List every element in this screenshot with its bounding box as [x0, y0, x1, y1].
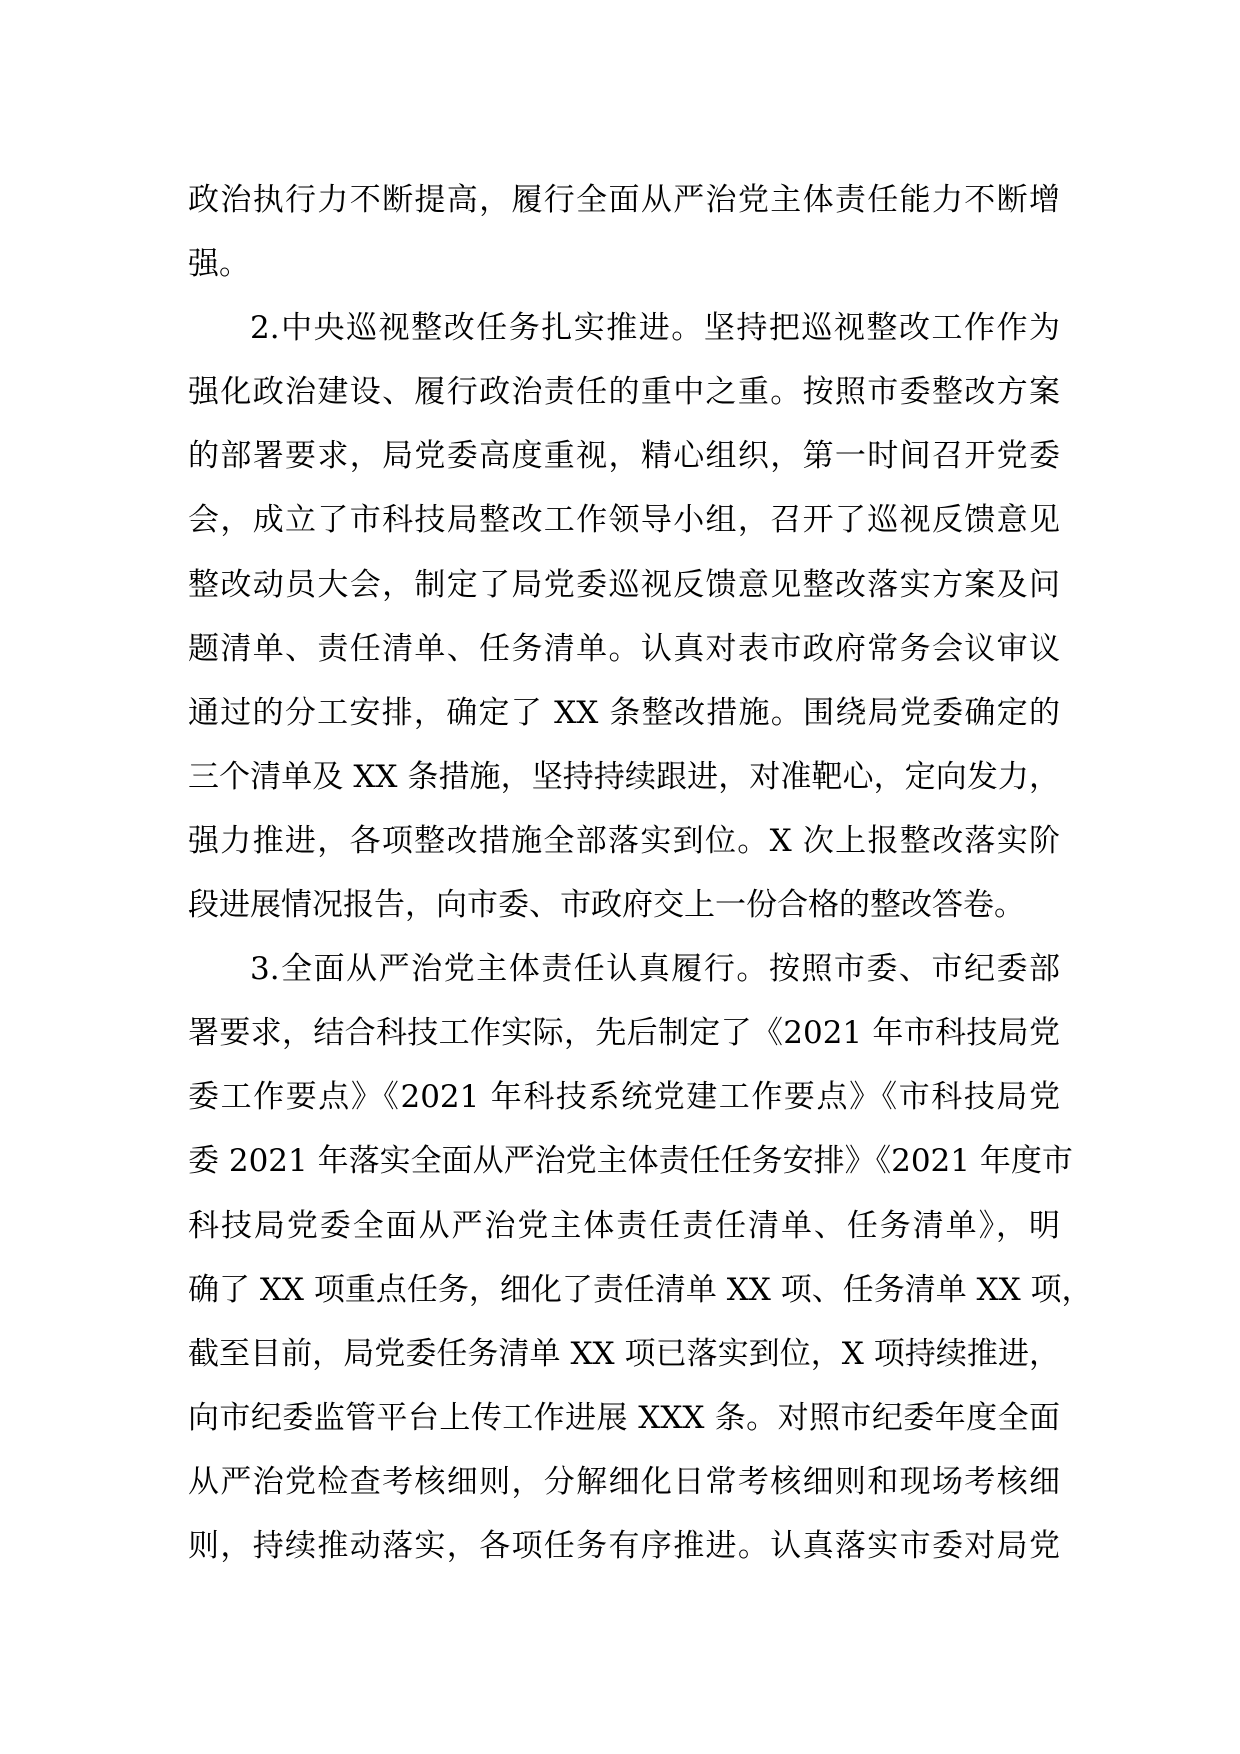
text-line: 的部署要求，局党委高度重视，精心组织，第一时间召开党委: [188, 438, 1060, 475]
text-line: 则，持续推动落实，各项任务有序推进。认真落实市委对局党: [188, 1527, 1060, 1564]
text-line: 政治执行力不断提高，履行全面从严治党主体责任能力不断增: [188, 182, 1060, 218]
text-line: 向市纪委监管平台上传工作进展 XXX 条。对照市纪委年度全面: [188, 1399, 1060, 1436]
text-line: 会，成立了市科技局整改工作领导小组，召开了巡视反馈意见: [188, 502, 1060, 539]
text-line: 署要求，结合科技工作实际，先后制定了《2021 年市科技局党: [188, 1015, 1060, 1052]
text-line: 科技局党委全面从严治党主体责任责任清单、任务清单》，明: [188, 1207, 1060, 1244]
text-line: 强力推进，各项整改措施全部落实到位。X 次上报整改落实阶: [188, 822, 1060, 859]
text-line: 强化政治建设、履行政治责任的重中之重。按照市委整改方案: [188, 374, 1060, 411]
paragraph-2-first-line: 2.中央巡视整改任务扎实推进。坚持把巡视整改工作作为: [250, 310, 1060, 347]
text-line: 确了 XX 项重点任务，细化了责任清单 XX 项、任务清单 XX 项，: [188, 1271, 1093, 1308]
text-line: 强。: [188, 246, 250, 283]
text-line: 通过的分工安排，确定了 XX 条整改措施。围绕局党委确定的: [188, 694, 1060, 731]
text-line: 截至目前，局党委任务清单 XX 项已落实到位，X 项持续推进，: [188, 1335, 1060, 1372]
text-line: 从严治党检查考核细则，分解细化日常考核细则和现场考核细: [188, 1463, 1060, 1500]
text-line: 题清单、责任清单、任务清单。认真对表市政府常务会议审议: [188, 630, 1060, 667]
text-line: 段进展情况报告，向市委、市政府交上一份合格的整改答卷。: [188, 887, 1025, 924]
text-line: 委 2021 年落实全面从严治党主体责任任务安排》《2021 年度市: [188, 1143, 1073, 1180]
text-line: 委工作要点》《2021 年科技系统党建工作要点》《市科技局党: [188, 1079, 1060, 1116]
text-line: 整改动员大会，制定了局党委巡视反馈意见整改落实方案及问: [188, 566, 1060, 603]
paragraph-3-first-line: 3.全面从严治党主体责任认真履行。按照市委、市纪委部: [250, 951, 1060, 988]
body-text: [188, 168, 1093, 1578]
text-line: 三个清单及 XX 条措施，坚持持续跟进，对准靶心，定向发力，: [188, 758, 1060, 795]
